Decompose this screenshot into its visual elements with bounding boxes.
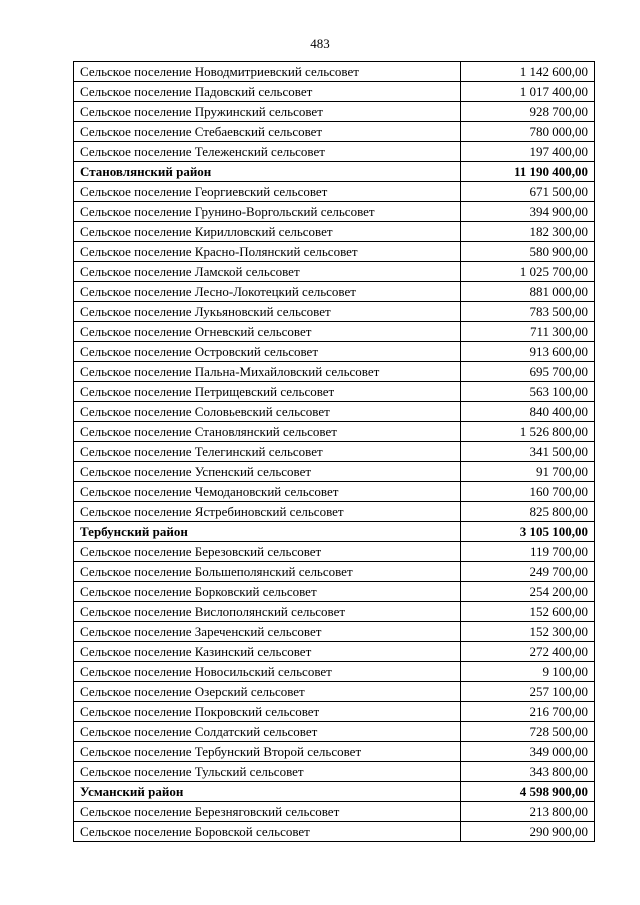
settlement-amount-cell: 1 017 400,00	[461, 82, 595, 102]
settlement-name-cell: Сельское поселение Большеполянский сельсовет	[74, 562, 461, 582]
settlement-amount-cell: 825 800,00	[461, 502, 595, 522]
settlement-row	[74, 182, 595, 202]
district-name-cell: Становлянский район	[74, 162, 461, 182]
settlement-name-cell: Сельское поселение Огневский сельсовет	[74, 322, 461, 342]
district-total-row	[74, 522, 595, 542]
settlement-amount-cell: 695 700,00	[461, 362, 595, 382]
settlement-row	[74, 322, 595, 342]
settlement-amount-cell: 254 200,00	[461, 582, 595, 602]
settlement-name-cell: Сельское поселение Становлянский сельсовет	[74, 422, 461, 442]
district-total-row	[74, 162, 595, 182]
budget-table-body	[74, 62, 595, 842]
settlement-amount-cell: 1 142 600,00	[461, 62, 595, 82]
settlement-name-cell: Сельское поселение Лесно-Локотецкий сельсовет	[74, 282, 461, 302]
settlement-name-cell: Сельское поселение Тульский сельсовет	[74, 762, 461, 782]
settlement-row	[74, 542, 595, 562]
budget-allocation-table	[73, 61, 595, 842]
settlement-row	[74, 702, 595, 722]
settlement-amount-cell: 1 025 700,00	[461, 262, 595, 282]
settlement-name-cell: Сельское поселение Телегинский сельсовет	[74, 442, 461, 462]
settlement-name-cell: Сельское поселение Тележенский сельсовет	[74, 142, 461, 162]
settlement-amount-cell: 711 300,00	[461, 322, 595, 342]
settlement-row	[74, 602, 595, 622]
settlement-name-cell: Сельское поселение Чемодановский сельсовет	[74, 482, 461, 502]
settlement-amount-cell: 91 700,00	[461, 462, 595, 482]
settlement-name-cell: Сельское поселение Ламской сельсовет	[74, 262, 461, 282]
settlement-name-cell: Сельское поселение Лукьяновский сельсовет	[74, 302, 461, 322]
settlement-amount-cell: 840 400,00	[461, 402, 595, 422]
settlement-row	[74, 562, 595, 582]
settlement-amount-cell: 9 100,00	[461, 662, 595, 682]
settlement-amount-cell: 783 500,00	[461, 302, 595, 322]
settlement-name-cell: Сельское поселение Покровский сельсовет	[74, 702, 461, 722]
settlement-name-cell: Сельское поселение Успенский сельсовет	[74, 462, 461, 482]
settlement-row	[74, 622, 595, 642]
settlement-amount-cell: 343 800,00	[461, 762, 595, 782]
settlement-name-cell: Сельское поселение Падовский сельсовет	[74, 82, 461, 102]
settlement-row	[74, 202, 595, 222]
settlement-name-cell: Сельское поселение Березовский сельсовет	[74, 542, 461, 562]
district-total-amount-cell: 11 190 400,00	[461, 162, 595, 182]
settlement-name-cell: Сельское поселение Петрищевский сельсовет	[74, 382, 461, 402]
settlement-amount-cell: 671 500,00	[461, 182, 595, 202]
settlement-name-cell: Сельское поселение Островский сельсовет	[74, 342, 461, 362]
settlement-amount-cell: 928 700,00	[461, 102, 595, 122]
settlement-amount-cell: 152 300,00	[461, 622, 595, 642]
settlement-row	[74, 222, 595, 242]
settlement-row	[74, 142, 595, 162]
district-total-amount-cell: 3 105 100,00	[461, 522, 595, 542]
settlement-row	[74, 442, 595, 462]
settlement-row	[74, 102, 595, 122]
settlement-amount-cell: 913 600,00	[461, 342, 595, 362]
settlement-row	[74, 362, 595, 382]
settlement-row	[74, 402, 595, 422]
settlement-amount-cell: 580 900,00	[461, 242, 595, 262]
settlement-amount-cell: 881 000,00	[461, 282, 595, 302]
settlement-name-cell: Сельское поселение Новосильский сельсовет	[74, 662, 461, 682]
settlement-name-cell: Сельское поселение Вислополянский сельсовет	[74, 602, 461, 622]
settlement-name-cell: Сельское поселение Кирилловский сельсовет	[74, 222, 461, 242]
settlement-amount-cell: 563 100,00	[461, 382, 595, 402]
settlement-row	[74, 642, 595, 662]
settlement-row	[74, 742, 595, 762]
settlement-row	[74, 482, 595, 502]
settlement-name-cell: Сельское поселение Казинский сельсовет	[74, 642, 461, 662]
settlement-name-cell: Сельское поселение Тербунский Второй сельсовет	[74, 742, 461, 762]
settlement-amount-cell: 728 500,00	[461, 722, 595, 742]
settlement-name-cell: Сельское поселение Грунино-Воргольский сельсовет	[74, 202, 461, 222]
district-name-cell: Тербунский район	[74, 522, 461, 542]
settlement-name-cell: Сельское поселение Боровской сельсовет	[74, 822, 461, 842]
settlement-name-cell: Сельское поселение Новодмитриевский сельсовет	[74, 62, 461, 82]
settlement-name-cell: Сельское поселение Солдатский сельсовет	[74, 722, 461, 742]
settlement-row	[74, 82, 595, 102]
settlement-name-cell: Сельское поселение Георгиевский сельсовет	[74, 182, 461, 202]
district-total-row	[74, 782, 595, 802]
settlement-name-cell: Сельское поселение Зареченский сельсовет	[74, 622, 461, 642]
settlement-row	[74, 62, 595, 82]
settlement-amount-cell: 119 700,00	[461, 542, 595, 562]
settlement-amount-cell: 341 500,00	[461, 442, 595, 462]
district-name-cell: Усманский район	[74, 782, 461, 802]
settlement-row	[74, 462, 595, 482]
settlement-amount-cell: 197 400,00	[461, 142, 595, 162]
settlement-row	[74, 262, 595, 282]
settlement-row	[74, 502, 595, 522]
settlement-row	[74, 822, 595, 842]
settlement-amount-cell: 249 700,00	[461, 562, 595, 582]
settlement-name-cell: Сельское поселение Красно-Полянский сельсовет	[74, 242, 461, 262]
settlement-row	[74, 342, 595, 362]
settlement-name-cell: Сельское поселение Пружинский сельсовет	[74, 102, 461, 122]
settlement-name-cell: Сельское поселение Пальна-Михайловский сельсовет	[74, 362, 461, 382]
settlement-amount-cell: 780 000,00	[461, 122, 595, 142]
settlement-row	[74, 122, 595, 142]
district-total-amount-cell: 4 598 900,00	[461, 782, 595, 802]
settlement-row	[74, 282, 595, 302]
settlement-amount-cell: 152 600,00	[461, 602, 595, 622]
settlement-amount-cell: 1 526 800,00	[461, 422, 595, 442]
settlement-amount-cell: 272 400,00	[461, 642, 595, 662]
settlement-row	[74, 382, 595, 402]
settlement-name-cell: Сельское поселение Стебаевский сельсовет	[74, 122, 461, 142]
settlement-name-cell: Сельское поселение Березняговский сельсовет	[74, 802, 461, 822]
settlement-name-cell: Сельское поселение Соловьевский сельсовет	[74, 402, 461, 422]
settlement-row	[74, 242, 595, 262]
settlement-name-cell: Сельское поселение Озерский сельсовет	[74, 682, 461, 702]
settlement-row	[74, 802, 595, 822]
settlement-amount-cell: 394 900,00	[461, 202, 595, 222]
settlement-row	[74, 662, 595, 682]
settlement-amount-cell: 182 300,00	[461, 222, 595, 242]
settlement-amount-cell: 216 700,00	[461, 702, 595, 722]
settlement-row	[74, 762, 595, 782]
settlement-row	[74, 682, 595, 702]
settlement-row	[74, 422, 595, 442]
settlement-name-cell: Сельское поселение Ястребиновский сельсовет	[74, 502, 461, 522]
settlement-row	[74, 582, 595, 602]
settlement-amount-cell: 160 700,00	[461, 482, 595, 502]
settlement-amount-cell: 213 800,00	[461, 802, 595, 822]
settlement-amount-cell: 257 100,00	[461, 682, 595, 702]
settlement-name-cell: Сельское поселение Борковский сельсовет	[74, 582, 461, 602]
page-number: 483	[310, 36, 330, 51]
settlement-row	[74, 722, 595, 742]
settlement-amount-cell: 290 900,00	[461, 822, 595, 842]
settlement-row	[74, 302, 595, 322]
settlement-amount-cell: 349 000,00	[461, 742, 595, 762]
